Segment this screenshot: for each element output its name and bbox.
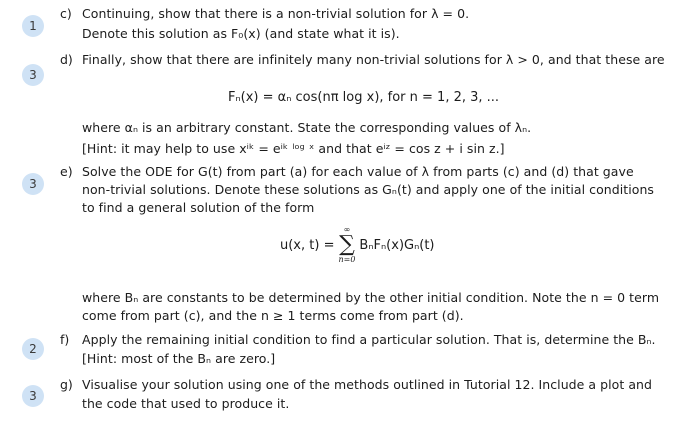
marks-badge-g: 3 xyxy=(22,385,44,407)
part-g-line1: Visualise your solution using one of the methods outlined in Tutorial 12. Include a plot and xyxy=(82,377,652,392)
part-d-hint: [Hint: it may help to use xⁱᵏ = eⁱᵏ ˡᵒᵍ ˣ and that eⁱᶻ = cos z + i sin z.] xyxy=(82,141,505,156)
part-e-line2: non-trivial solutions. Denote these solutions as Gₙ(t) and apply one of the initial conditions xyxy=(82,182,654,197)
part-c-line1: Continuing, show that there is a non-trivial solution for λ = 0. xyxy=(82,6,470,21)
part-d-line2: where αₙ is an arbitrary constant. State the corresponding values of λₙ. xyxy=(82,120,532,135)
part-g-line2: the code that used to produce it. xyxy=(82,396,290,411)
sum-symbol: ∑ xyxy=(339,232,355,257)
equation-rhs: BₙFₙ(x)Gₙ(t) xyxy=(359,237,435,253)
part-f-line1: Apply the remaining initial condition to find a particular solution. That is, determine the Bₙ. xyxy=(82,332,656,347)
part-f-label: f) xyxy=(60,332,70,347)
part-e-equation xyxy=(280,226,435,264)
summation xyxy=(338,226,355,264)
part-g-label: g) xyxy=(60,377,73,392)
part-e-label: e) xyxy=(60,164,73,179)
equation-lhs: u(x, t) = xyxy=(280,237,335,253)
part-e-line5: come from part (c), and the n ≥ 1 terms come from part (d). xyxy=(82,308,464,323)
sum-upper-limit: ∞ xyxy=(343,225,351,234)
marks-badge-f: 2 xyxy=(22,338,44,360)
part-c-label: c) xyxy=(60,6,72,21)
part-d-label: d) xyxy=(60,52,73,67)
marks-badge-e: 3 xyxy=(22,173,44,195)
part-e-line1: Solve the ODE for G(t) from part (a) for each value of λ from parts (c) and (d) that gave xyxy=(82,164,634,179)
marks-badge-d: 3 xyxy=(22,64,44,86)
part-e-line4: where Bₙ are constants to be determined by the other initial condition. Note the n = 0 term xyxy=(82,290,660,305)
part-d-line1: Finally, show that there are infinitely many non-trivial solutions for λ > 0, and that these are xyxy=(82,52,665,67)
part-d-equation: Fₙ(x) = αₙ cos(nπ log x), for n = 1, 2, 3, ... xyxy=(228,90,500,105)
part-f-hint: [Hint: most of the Bₙ are zero.] xyxy=(82,351,276,366)
part-c-line2: Denote this solution as F₀(x) (and state what it is). xyxy=(82,26,400,41)
part-e-line3: to find a general solution of the form xyxy=(82,200,315,215)
sum-lower-limit: n=0 xyxy=(338,255,356,264)
marks-badge-c: 1 xyxy=(22,15,44,37)
